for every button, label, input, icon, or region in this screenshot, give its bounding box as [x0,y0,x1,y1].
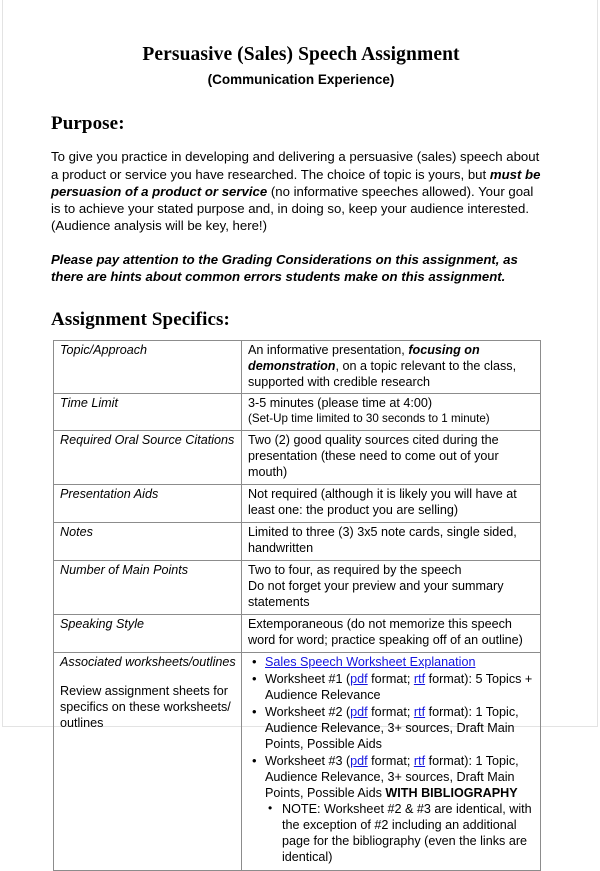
worksheet3-pdf-link[interactable]: pdf [350,753,368,768]
worksheet1-pre: Worksheet #1 ( [265,671,351,686]
row-value-presentation-aids: Not required (although it is likely you will have at least one: the product you are selling) [242,485,541,523]
row-value-time-limit [242,394,541,431]
row-label-associated-worksheets [54,653,242,871]
list-item [248,672,535,704]
table-row [54,653,541,871]
row-label-notes: Notes [54,523,242,561]
assignment-specifics-heading: Assignment Specifics: [51,308,230,330]
worksheet3-mid: format; [367,753,414,768]
topic-value-emphasis: focusing on demonstration [248,342,480,373]
table-row [54,431,541,485]
row-value-associated-worksheets [242,653,541,871]
main-points-line2: Do not forget your preview and your summary statements [248,579,504,610]
worksheet2-rtf-link[interactable]: rtf [413,704,426,719]
row-label-presentation-aids: Presentation Aids [54,485,242,523]
list-item [248,705,535,753]
list-item [248,754,535,866]
time-limit-line1: 3-5 minutes (please time at 4:00) [248,396,433,411]
topic-value-part2: , on a topic relevant to the class, supported with credible research [248,358,517,389]
main-points-line1: Two to four, as required by the speech [248,563,462,578]
purpose-text-part1: To give you practice in developing and delivering a persuasive (sales) speech about a product or service you have researched. The choice of topic is yours, but [51,149,540,182]
document-content [51,0,551,871]
assignment-specifics-table [53,340,541,871]
table-row [54,561,541,615]
worksheet1-pdf-link[interactable]: pdf [350,671,368,686]
worksheet2-mid: format; [367,704,414,719]
worksheet3-post: format): 1 Topic, Audience Relevance, 3+ sources, Draft Main Points, Possible Aids [265,753,519,800]
table-row [54,340,541,394]
sales-speech-worksheet-explanation-link[interactable]: Sales Speech Worksheet Explanation [265,655,476,669]
row-value-oral-source-citations: Two (2) good quality sources cited during the presentation (these need to come out of your mouth) [242,431,541,485]
row-label-time-limit: Time Limit [54,394,242,431]
worksheet1-post: format): 5 Topics + Audience Relevance [265,671,533,702]
purpose-paragraph [51,148,543,234]
row-label-speaking-style: Speaking Style [54,615,242,653]
worksheet-note-sublist [265,802,535,866]
grading-note-paragraph: Please pay attention to the Grading Considerations on this assignment, as there are hints about common errors students make on this assignment. [51,252,518,285]
worksheet-bullet-list [248,655,535,866]
worksheet3-rtf-link[interactable]: rtf [413,753,426,768]
row-value-number-of-main-points [242,561,541,615]
list-item [248,655,535,671]
worksheet2-pdf-link[interactable]: pdf [350,704,368,719]
time-limit-line2: (Set-Up time limited to 30 seconds to 1 minute) [248,412,490,426]
row-value-notes: Limited to three (3) 3x5 note cards, single sided, handwritten [242,523,541,561]
row-label-topic-approach: Topic/Approach [54,340,242,394]
table-row [54,394,541,431]
purpose-text-part2: (no informative speeches allowed). Your goal is to achieve your stated purpose and, in doing so, keep your audience interested. (Audience analysis will be key, here!) [51,183,534,234]
worksheet2-pre: Worksheet #2 ( [265,704,351,719]
associated-worksheets-label: Associated worksheets/outlines [60,655,236,669]
worksheet2-post: format): 1 Topic, Audience Relevance, 3+ sources, Draft Main Points, Possible Aids [265,704,519,751]
row-label-number-of-main-points: Number of Main Points [54,561,242,615]
row-value-speaking-style: Extemporaneous (do not memorize this speech word for word; practice speaking off of an outline) [242,615,541,653]
worksheet3-pre: Worksheet #3 ( [265,753,351,768]
page-subtitle: (Communication Experience) [207,72,395,88]
table-row [54,523,541,561]
page-title: Persuasive (Sales) Speech Assignment [142,44,460,65]
spacer [60,671,236,684]
worksheet3-bold-tail: WITH BIBLIOGRAPHY [385,785,518,800]
table-row [54,485,541,523]
worksheet1-rtf-link[interactable]: rtf [413,671,426,686]
list-item: • NOTE: Worksheet #2 & #3 are identical, with the exception of #2 including an additional page for the bibliography (even the links are identical) [265,802,535,866]
row-label-oral-source-citations: Required Oral Source Citations [54,431,242,485]
purpose-emphasis: must be persuasion of a product or service [51,166,541,199]
document-page [2,0,598,864]
table-row [54,615,541,653]
worksheet1-mid: format; [367,671,414,686]
topic-value-part1: An informative presentation, [248,342,409,357]
associated-worksheets-note: Review assignment sheets for specifics on these worksheets/ outlines [60,683,231,730]
purpose-heading: Purpose: [51,113,125,135]
row-value-topic-approach [242,340,541,394]
